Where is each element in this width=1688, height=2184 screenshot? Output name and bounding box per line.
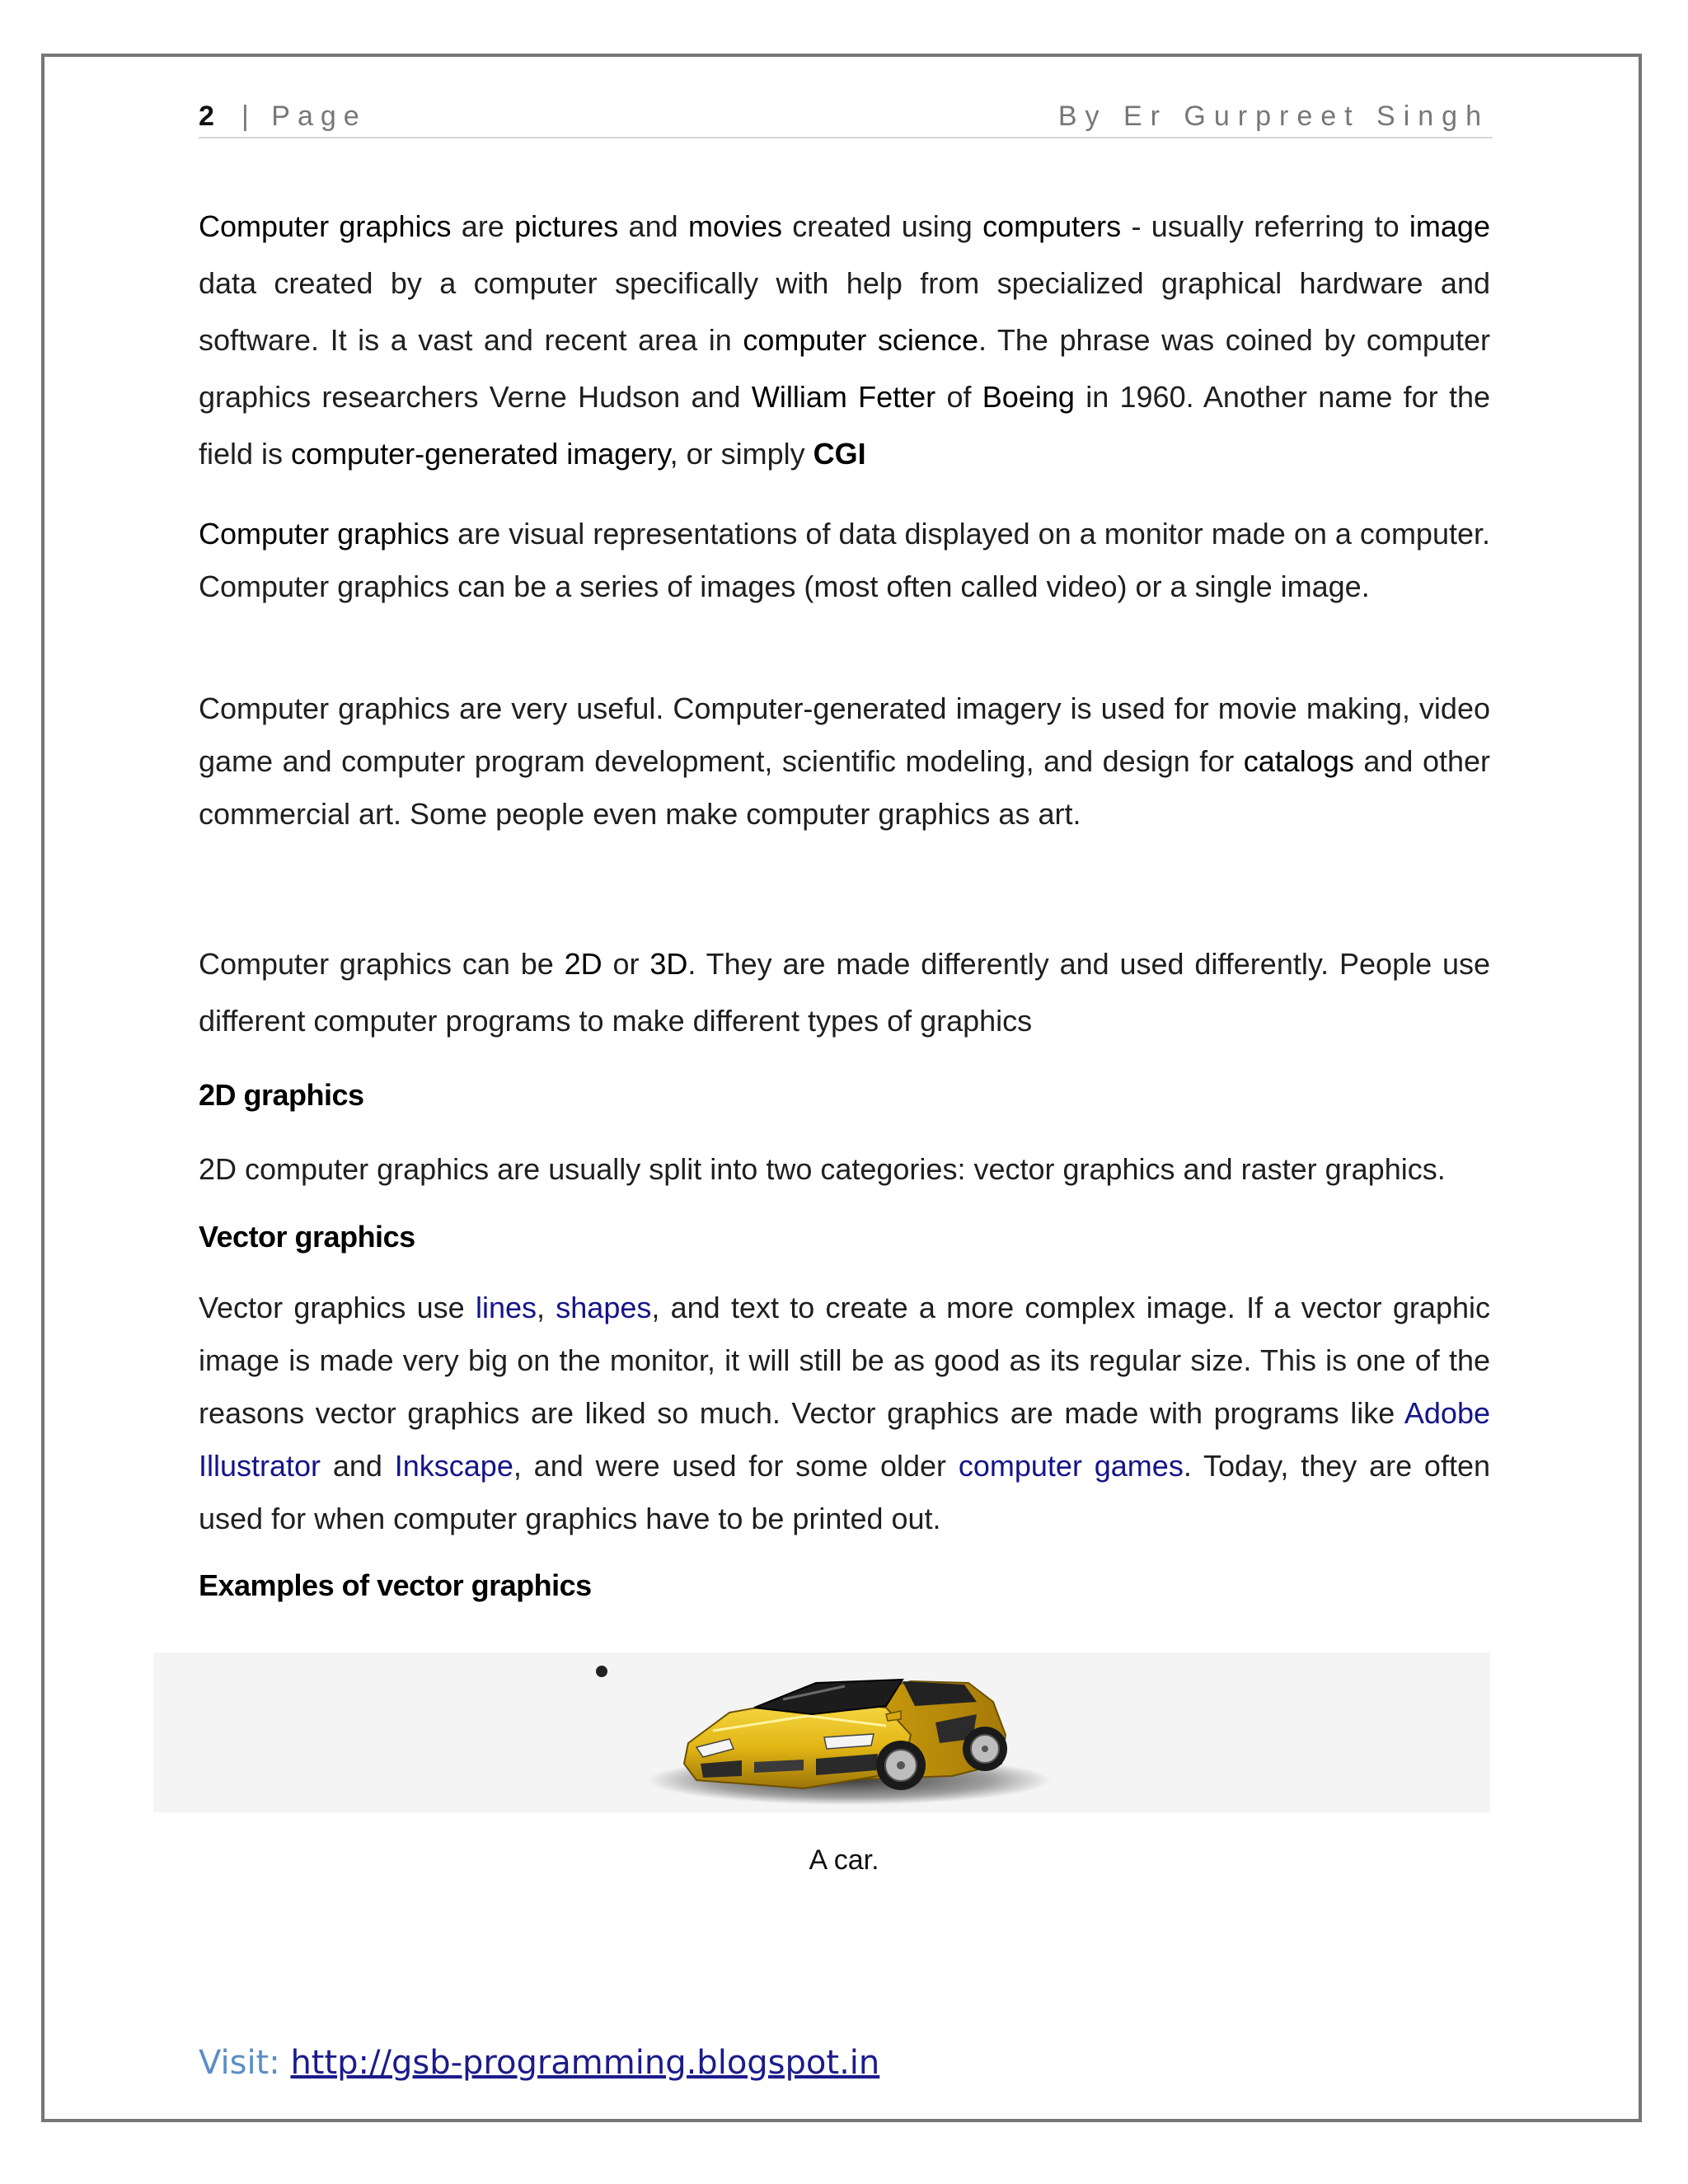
paragraph-2d-categories: 2D computer graphics are usually split into two categories: vector graphics and raster graphics. — [199, 1152, 1446, 1186]
text-run: are visual representations of data displayed on a monitor made on a computer. Computer graphics can be a series of images (most often called video) or a single image. — [199, 517, 1490, 603]
link-inkscape[interactable]: Inkscape — [394, 1449, 513, 1483]
paragraph-vector — [199, 1282, 1490, 1545]
text-run: . Today, they are often used for when computer graphics have to be printed out. — [199, 1449, 1491, 1535]
heading-examples-vector: Examples of vector graphics — [199, 1568, 592, 1602]
text-run: Vector graphics use — [199, 1291, 476, 1324]
text-run: , and were used for some older — [513, 1449, 959, 1483]
footer-visit-label: Visit: — [199, 2044, 291, 2082]
text-run: - usually referring to — [1121, 209, 1409, 243]
link-computer-games[interactable]: computer games — [958, 1449, 1184, 1483]
author-name: By Er Gurpreet Singh — [1057, 101, 1489, 132]
term-computers: computers — [982, 209, 1122, 243]
text-run: , or simply — [669, 437, 814, 471]
page-number: 2 — [199, 101, 214, 132]
link-shapes[interactable]: shapes — [556, 1291, 652, 1324]
figure-caption: A car. — [809, 1844, 879, 1876]
text-run: data created by a computer specifically with help from specialized graphical hardware and software. It is a vast and recent area in — [199, 266, 1490, 357]
term-2d: 2D — [564, 947, 603, 981]
paragraph-intro — [199, 198, 1490, 482]
heading-2d-graphics: 2D graphics — [199, 1078, 364, 1112]
text-run: Computer graphics can be — [199, 947, 565, 981]
footer-blog-link[interactable]: http://gsb-programming.blogspot.in — [290, 2044, 880, 2082]
text-run: created using — [781, 209, 983, 243]
page-header — [199, 97, 1493, 138]
term-cgi-long: computer-generated imagery — [291, 437, 670, 471]
term-catalogs: catalogs — [1243, 744, 1354, 778]
term-william-fetter: William Fetter — [751, 380, 936, 414]
text-run: or — [602, 947, 650, 981]
text-run: and other commercial art. Some people even make computer graphics as art. — [199, 744, 1490, 831]
text-run: . They are made differently and used differently. People use different computer programs to make different types of graphics — [199, 947, 1491, 1038]
term-computer-graphics: Computer graphics — [199, 517, 450, 551]
paragraph-uses — [199, 682, 1490, 841]
text-run: , — [537, 1291, 556, 1324]
heading-vector-graphics: Vector graphics — [199, 1220, 415, 1254]
term-pictures: pictures — [514, 209, 619, 243]
sports-car-icon — [639, 1657, 1051, 1809]
page-label: | Page — [241, 101, 367, 132]
term-image: image — [1409, 209, 1490, 243]
text-run: in 1960. Another name for the field is — [199, 380, 1490, 471]
text-run: and — [618, 209, 688, 243]
paragraph-visual-representations — [199, 508, 1490, 613]
text-run: of — [935, 380, 982, 414]
term-cgi: CGI — [813, 437, 866, 471]
bullet-dot — [596, 1666, 607, 1677]
term-movies: movies — [687, 209, 782, 243]
term-boeing: Boeing — [982, 380, 1075, 414]
term-3d: 3D — [649, 947, 688, 981]
term-computer-graphics: Computer graphics — [199, 209, 452, 243]
text-run: and — [321, 1449, 395, 1483]
link-adobe-illustrator[interactable]: Adobe Illustrator — [199, 1396, 1490, 1483]
text-run: Computer graphics are very useful. Computer-generated imagery is used for movie making, video game and computer program development, scientific modeling, and design for — [199, 691, 1490, 778]
text-run: are — [451, 209, 515, 243]
term-computer-science: computer science — [743, 323, 978, 357]
paragraph-2d-3d — [199, 935, 1490, 1049]
text-run: . The phrase was coined by computer graphics researchers Verne Hudson and — [199, 323, 1490, 414]
link-lines[interactable]: lines — [475, 1291, 537, 1324]
text-run: , and text to create a more complex image. If a vector graphic image is made very big on the monitor, it will still be as good as its regular size. This is one of the reasons vector graphics are liked so much. Vector graphics are made with programs like — [199, 1291, 1490, 1430]
page-footer — [199, 2044, 879, 2082]
